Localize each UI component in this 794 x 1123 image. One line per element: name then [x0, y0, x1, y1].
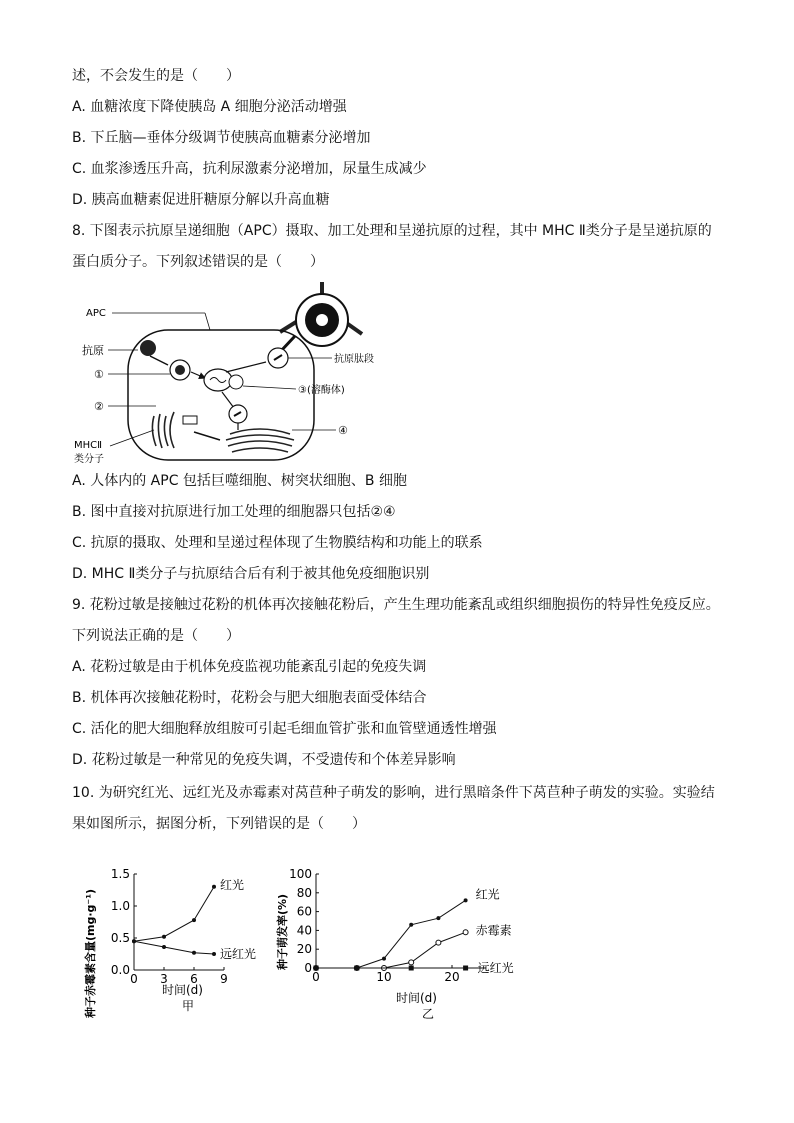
x-tick-label: 9 — [220, 972, 228, 986]
q7-option-a: A. 血糖浓度下降使胰岛 A 细胞分泌活动增强 — [72, 99, 347, 115]
x-tick-label: 3 — [160, 972, 168, 986]
mhc-label-1: MHCⅡ — [74, 440, 103, 451]
lysosome-icon — [229, 375, 243, 389]
q7-stem-end: 述，不会发生的是（ ） — [72, 68, 240, 84]
lysosome-label: ③(溶酶体) — [298, 385, 345, 396]
data-point — [212, 885, 216, 889]
q9-stem: 9. 花粉过敏是接触过花粉的机体再次接触花粉后，产生生理功能紊乱或组织细胞损伤的特异性免疫反应。 — [72, 597, 720, 613]
chart-b-ylabel: 种子萌发率(%) — [276, 893, 289, 970]
data-point — [314, 966, 319, 971]
q9-stem-cont: 下列说法正确的是（ ） — [72, 628, 240, 644]
series-line — [134, 887, 214, 941]
data-point — [192, 918, 196, 922]
label-2: ② — [94, 400, 104, 413]
chart-b-xlabel: 时间(d) — [396, 991, 437, 1005]
data-point — [162, 935, 166, 939]
data-point — [409, 960, 414, 965]
series-line — [316, 900, 466, 968]
peptide-label: 抗原肽段 — [334, 354, 374, 365]
q8-stem: 8. 下图表示抗原呈递细胞（APC）摄取、加工处理和呈递抗原的过程，其中 MHC Ⅱ类分子是呈递抗原的 — [72, 223, 712, 239]
data-point — [464, 898, 468, 902]
chart-gibberellin-content — [78, 848, 278, 1023]
y-tick-label: 20 — [296, 942, 312, 957]
q8-option-a: A. 人体内的 APC 包括巨噬细胞、树突状细胞、B 细胞 — [72, 473, 407, 489]
series-label: 红光 — [475, 887, 500, 902]
q10-stem-cont: 果如图所示，据图分析，下列错误的是（ ） — [72, 816, 366, 832]
data-point — [192, 951, 196, 955]
q7-option-b: B. 下丘脑—垂体分级调节使胰高血糖素分泌增加 — [72, 130, 371, 146]
data-point — [409, 923, 413, 927]
series-label: 红光 — [220, 877, 245, 892]
y-tick-label: 1.0 — [110, 899, 130, 913]
q10-stem: 10. 为研究红光、远红光及赤霉素对莴苣种子萌发的影响，进行黑暗条件下莴苣种子萌发的实验。实验结 — [72, 785, 715, 801]
q9-option-b: B. 机体再次接触花粉时，花粉会与肥大细胞表面受体结合 — [72, 690, 427, 706]
x-tick-label: 10 — [376, 970, 392, 984]
chart-a-ylabel: 种子赤霉素含量(mg·g⁻¹) — [84, 888, 97, 1018]
apc-label: APC — [86, 308, 106, 319]
y-tick-label: 100 — [289, 867, 312, 881]
series-label: 远红光 — [220, 947, 257, 961]
series-label: 远红光 — [477, 961, 514, 975]
y-tick-label: 0.5 — [110, 931, 130, 945]
data-point — [436, 916, 440, 920]
er-icon — [152, 412, 174, 448]
series-label: 赤霉素 — [475, 923, 512, 938]
q7-option-d: D. 胰高血糖素促进肝糖原分解以升高血糖 — [72, 192, 330, 208]
data-point — [162, 945, 166, 949]
q8-option-b: B. 图中直接对抗原进行加工处理的细胞器只包括②④ — [72, 504, 396, 520]
y-tick-label: 80 — [296, 885, 312, 900]
series-line — [134, 941, 214, 954]
chart-a-caption: 甲 — [182, 999, 195, 1013]
x-tick-label: 20 — [444, 970, 460, 984]
golgi-icon — [226, 429, 294, 452]
data-point — [212, 952, 216, 956]
mhc-label-2: 类分子 — [74, 454, 104, 465]
y-tick-label: 40 — [296, 923, 312, 938]
y-tick-label: 60 — [296, 904, 312, 919]
apc-cell-outline — [128, 330, 314, 460]
q8-stem-cont: 蛋白质分子。下列叙述错误的是（ ） — [72, 254, 324, 270]
y-tick-label: 1.5 — [110, 867, 130, 881]
apc-diagram — [70, 280, 410, 470]
x-tick-label: 6 — [190, 972, 198, 986]
label-4: ④ — [338, 424, 348, 437]
data-point — [382, 957, 386, 961]
data-point — [463, 930, 468, 935]
data-point — [354, 966, 359, 971]
data-point — [436, 940, 441, 945]
q9-option-d: D. 花粉过敏是一种常见的免疫失调，不受遗传和个体差异影响 — [72, 752, 456, 768]
q8-option-d: D. MHC Ⅱ类分子与抗原结合后有利于被其他免疫细胞识别 — [72, 566, 430, 582]
antigen-icon — [140, 340, 156, 356]
x-tick-label: 0 — [130, 972, 138, 986]
y-tick-label: 0 — [304, 961, 312, 975]
chart-a-xlabel: 时间(d) — [162, 983, 203, 997]
q9-option-c: C. 活化的肥大细胞释放组胺可引起毛细血管扩张和血管壁通透性增强 — [72, 721, 497, 737]
t-cell-icon — [280, 282, 362, 352]
q7-option-c: C. 血浆渗透压升高，抗利尿激素分泌增加，尿量生成减少 — [72, 161, 427, 177]
q8-option-c: C. 抗原的摄取、处理和呈递过程体现了生物膜结构和功能上的联系 — [72, 535, 483, 551]
q9-option-a: A. 花粉过敏是由于机体免疫监视功能紊乱引起的免疫失调 — [72, 659, 427, 675]
antigen-label: 抗原 — [82, 344, 104, 357]
mhc-molecule-icon — [183, 416, 197, 424]
chart-b-caption: 乙 — [422, 1007, 435, 1021]
x-tick-label: 0 — [312, 970, 320, 984]
data-point — [409, 966, 414, 971]
label-1: ① — [94, 368, 104, 381]
data-point — [132, 939, 136, 943]
y-tick-label: 0.0 — [110, 963, 130, 977]
chart-germination-rate — [272, 848, 552, 1023]
